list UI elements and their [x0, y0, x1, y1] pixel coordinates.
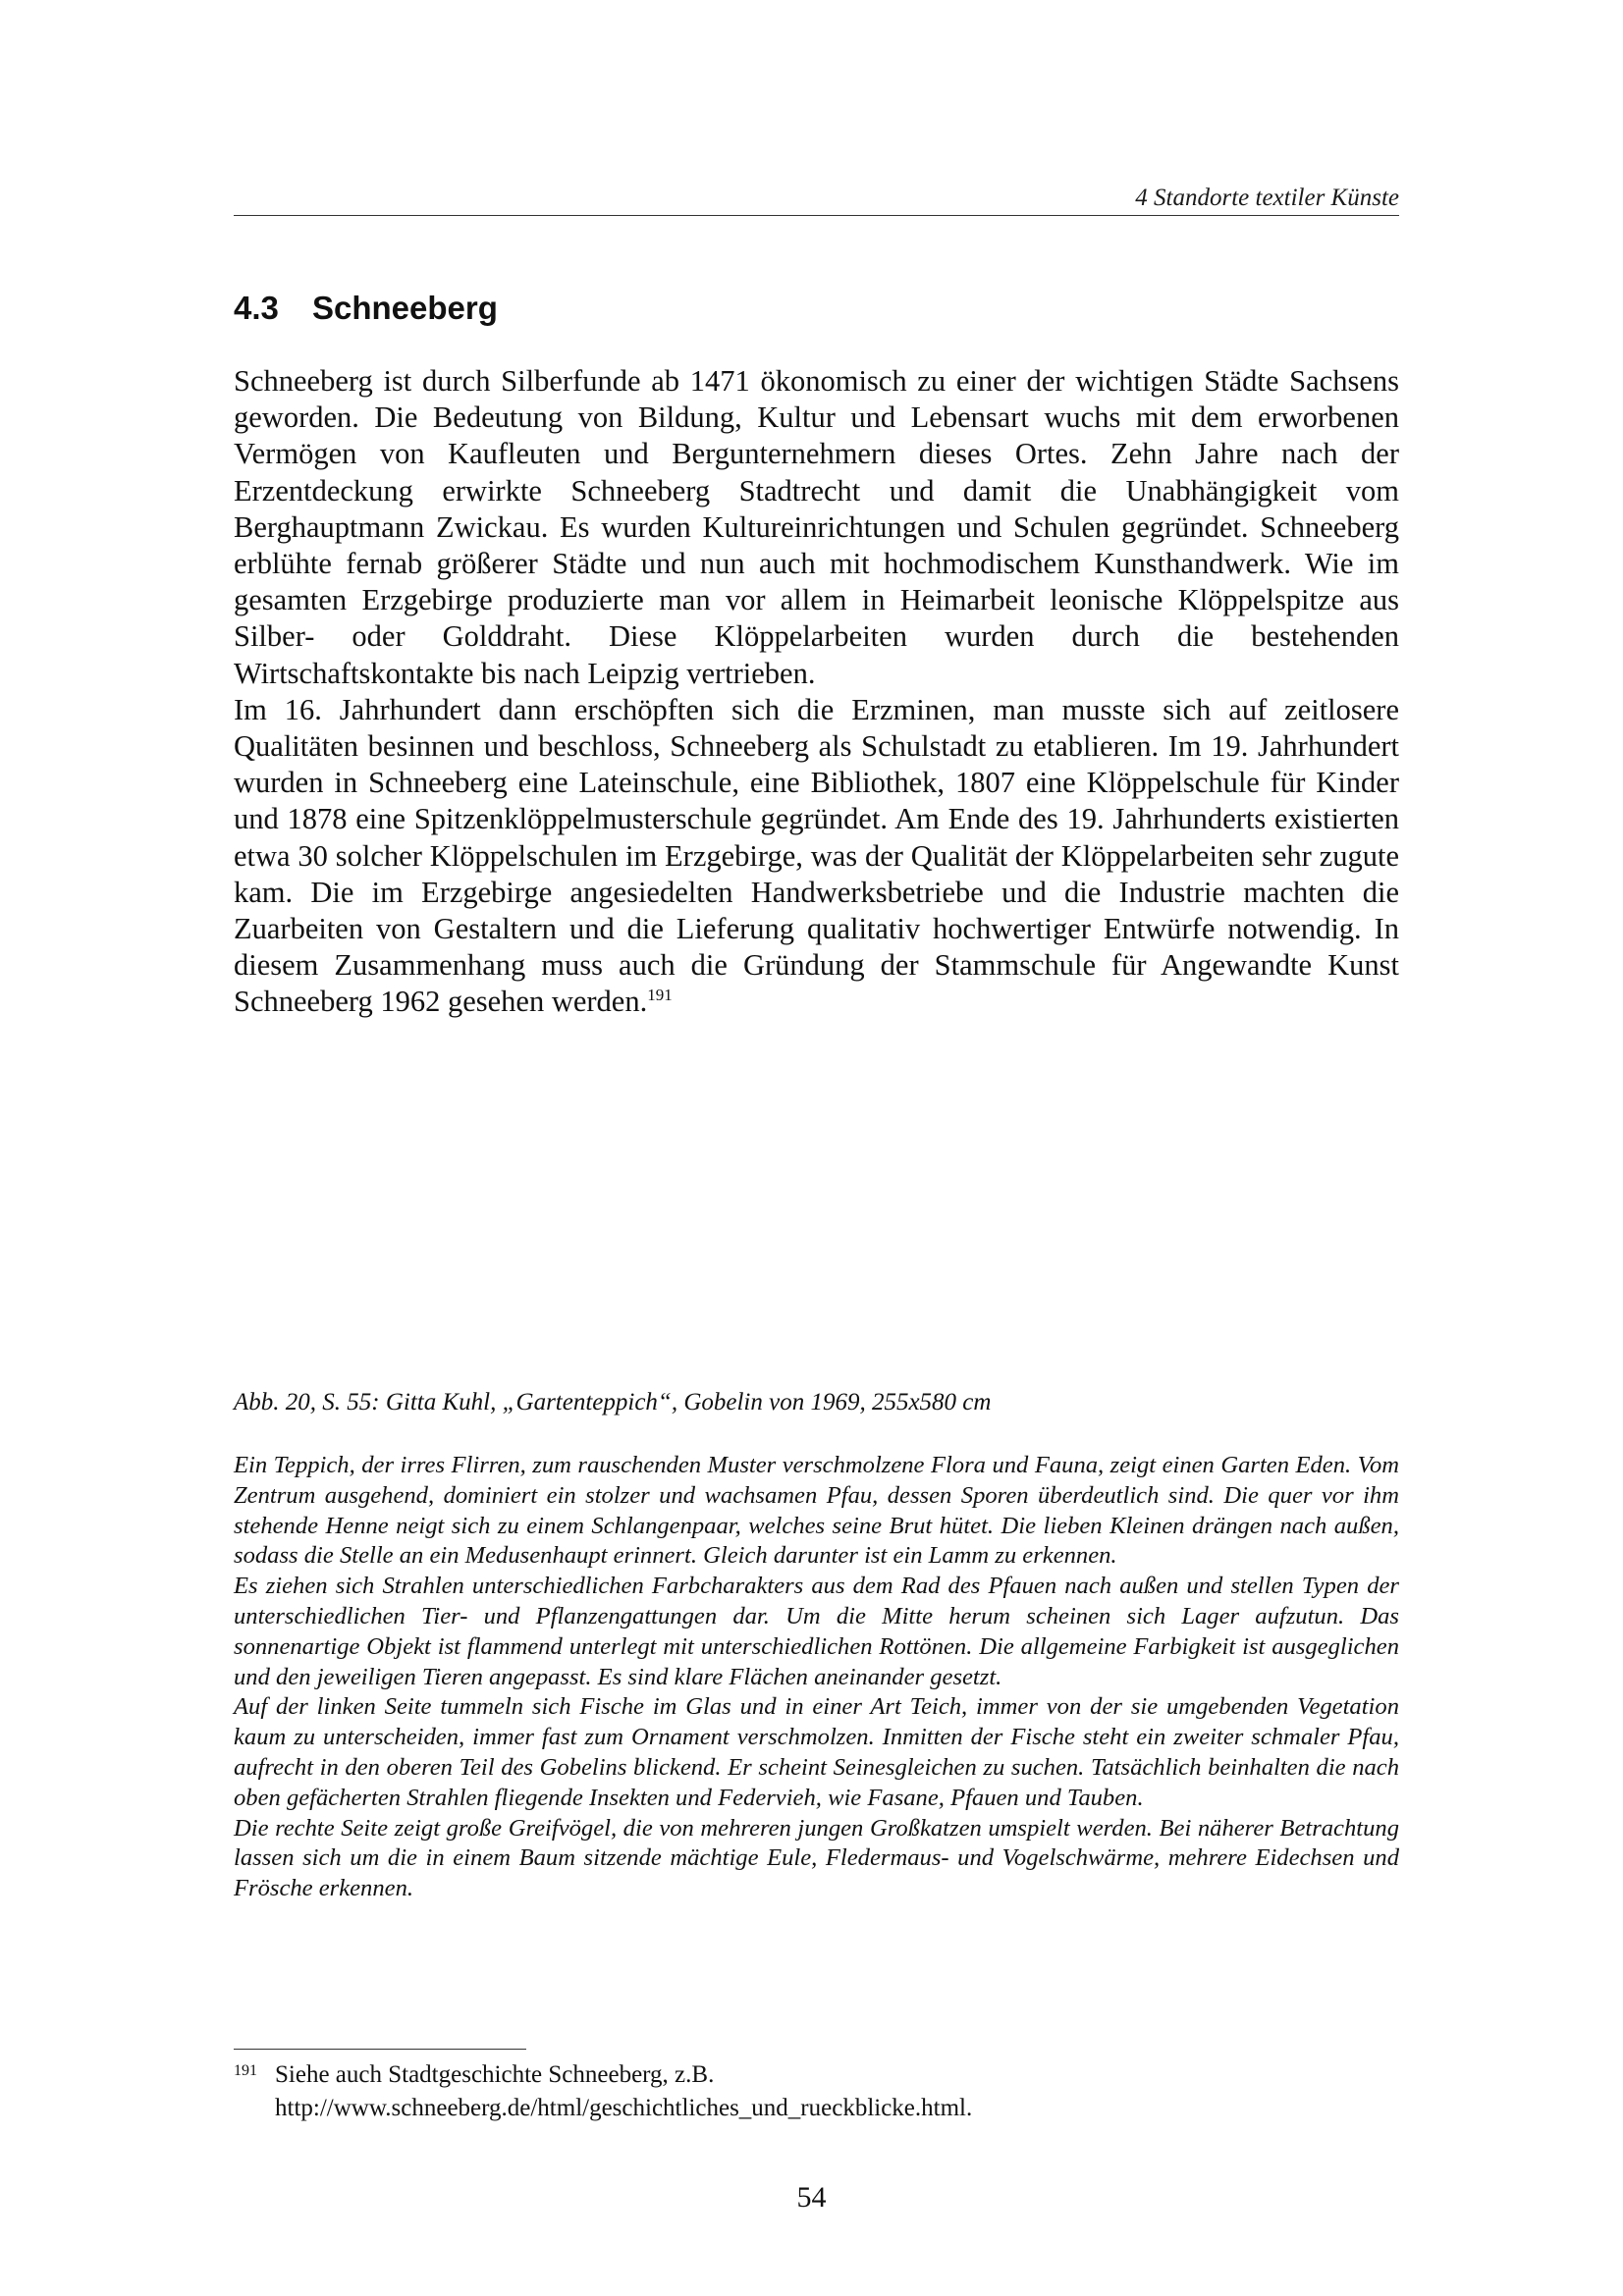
footnote — [234, 2058, 1399, 2125]
page-number: 54 — [796, 2181, 827, 2214]
body-text — [234, 363, 1399, 1021]
footnote-url[interactable]: http://www.schneeberg.de/html/geschichtliches_und_rueckblicke.html. — [275, 2095, 973, 2121]
figure-caption: Abb. 20, S. 55: Gitta Kuhl, „Gartenteppich“, Gobelin von 1969, 255x580 cm — [234, 1389, 992, 1415]
description-paragraph: Es ziehen sich Strahlen unterschiedlichen Farbcharakters aus dem Rad des Pfauen nach außen und stellen Typen der unterschiedlichen Tier- und Pflanzengattungen dar. Um die Mitte herum scheinen sich Lager aufzutun. Das sonnenartige Objekt ist flammend unterlegt mit unterschiedlichen Rottönen. Die allgemeine Farbigkeit ist ausgeglichen und den jeweiligen Tieren angepasst. Es sind klare Flächen aneinander gesetzt. — [234, 1573, 1399, 1690]
section-title: Schneeberg — [312, 290, 498, 326]
description-paragraph: Auf der linken Seite tummeln sich Fische im Glas und in einer Art Teich, immer von der sie umgebenden Vegetation kaum zu unterscheiden, immer fast zum Ornament verschmolzen. Inmitten der Fische steht ein zweiter schmaler Pfau, aufrecht in den oberen Teil des Gobelins blickend. Er scheint Seinesgleichen zu suchen. Tatsächlich beinhalten die nach oben gefächerten Strahlen fliegende Insekten und Federvieh, wie Fasane, Pfauen und Tauben. — [234, 1693, 1399, 1811]
footnote-reference[interactable]: 191 — [647, 986, 673, 1005]
section-number: 4.3 — [234, 290, 279, 326]
body-paragraph-1: Schneeberg ist durch Silberfunde ab 1471 ökonomisch zu einer der wichtigen Städte Sachsens geworden. Die Bedeutung von Bildung, Kultur und Lebensart wuchs mit dem erworbenen Vermögen von Kaufleuten und Bergunternehmern dieses Ortes. Zehn Jahre nach der Erzentdeckung erwirkte Schneeberg Stadtrecht und damit die Unabhängigkeit vom Berghauptmann Zwickau. Es wurden Kultureinrichtungen und Schulen gegründet. Schneeberg erblühte fernab größerer Städte und nun auch mit hochmodischem Kunsthandwerk. Wie im gesamten Erzgebirge produzierte man vor allem in Heimarbeit leonische Klöppelspitze aus Silber- oder Golddraht. Diese Klöppelarbeiten wurden durch die bestehenden Wirtschaftskontakte bis nach Leipzig vertrieben. — [234, 364, 1399, 690]
footnote-number: 191 — [234, 2062, 257, 2079]
running-head: 4 Standorte textiler Künste — [1135, 185, 1399, 211]
figure-description — [234, 1451, 1399, 1904]
body-paragraph-2-text: Im 16. Jahrhundert dann erschöpften sich die Erzminen, man musste sich auf zeitlosere Qualitäten besinnen und beschloss, Schneeberg als Schulstadt zu etablieren. Im 19. Jahrhundert wurden in Schneeberg eine Lateinschule, eine Bibliothek, 1807 eine Klöppelschule für Kinder und 1878 eine Spitzenklöppelmusterschule gegründet. Am Ende des 19. Jahrhunderts existierten etwa 30 solcher Klöppelschulen im Erzgebirge, was der Qualität der Klöppelarbeiten sehr zugute kam. Die im Erzgebirge angesiedelten Handwerksbetriebe und die Industrie machten die Zuarbeiten von Gestaltern und die Lieferung qualitativ hochwertiger Entwürfe notwendig. In diesem Zusammenhang muss auch die Gründung der Stammschule für Angewandte Kunst Schneeberg 1962 gesehen werden. — [234, 692, 1399, 1019]
body-paragraph-2 — [234, 692, 1399, 1021]
description-paragraph: Ein Teppich, der irres Flirren, zum rauschenden Muster verschmolzene Flora und Fauna, zeigt einen Garten Eden. Vom Zentrum ausgehend, dominiert ein stolzer und wachsamen Pfau, dessen Sporen überdeutlich sind. Die quer vor ihm stehende Henne neigt sich zu einem Schlangenpaar, welches seine Brut hütet. Die lieben Kleinen drängen nach außen, sodass die Stelle an ein Medusenhaupt erinnert. Gleich darunter ist ein Lamm zu erkennen. — [234, 1452, 1399, 1570]
section-heading — [234, 290, 498, 327]
footnote-rule — [234, 2049, 526, 2050]
description-paragraph: Die rechte Seite zeigt große Greifvögel, die von mehreren jungen Großkatzen umspielt werden. Bei näherer Betrachtung lassen sich um die in einem Baum sitzende mächtige Eule, Fledermaus- und Vogelschwärme, mehrere Eidechsen und Frösche erkennen. — [234, 1814, 1399, 1902]
footnote-text: Siehe auch Stadtgeschichte Schneeberg, z.B. — [275, 2061, 715, 2088]
header-rule — [234, 215, 1399, 216]
